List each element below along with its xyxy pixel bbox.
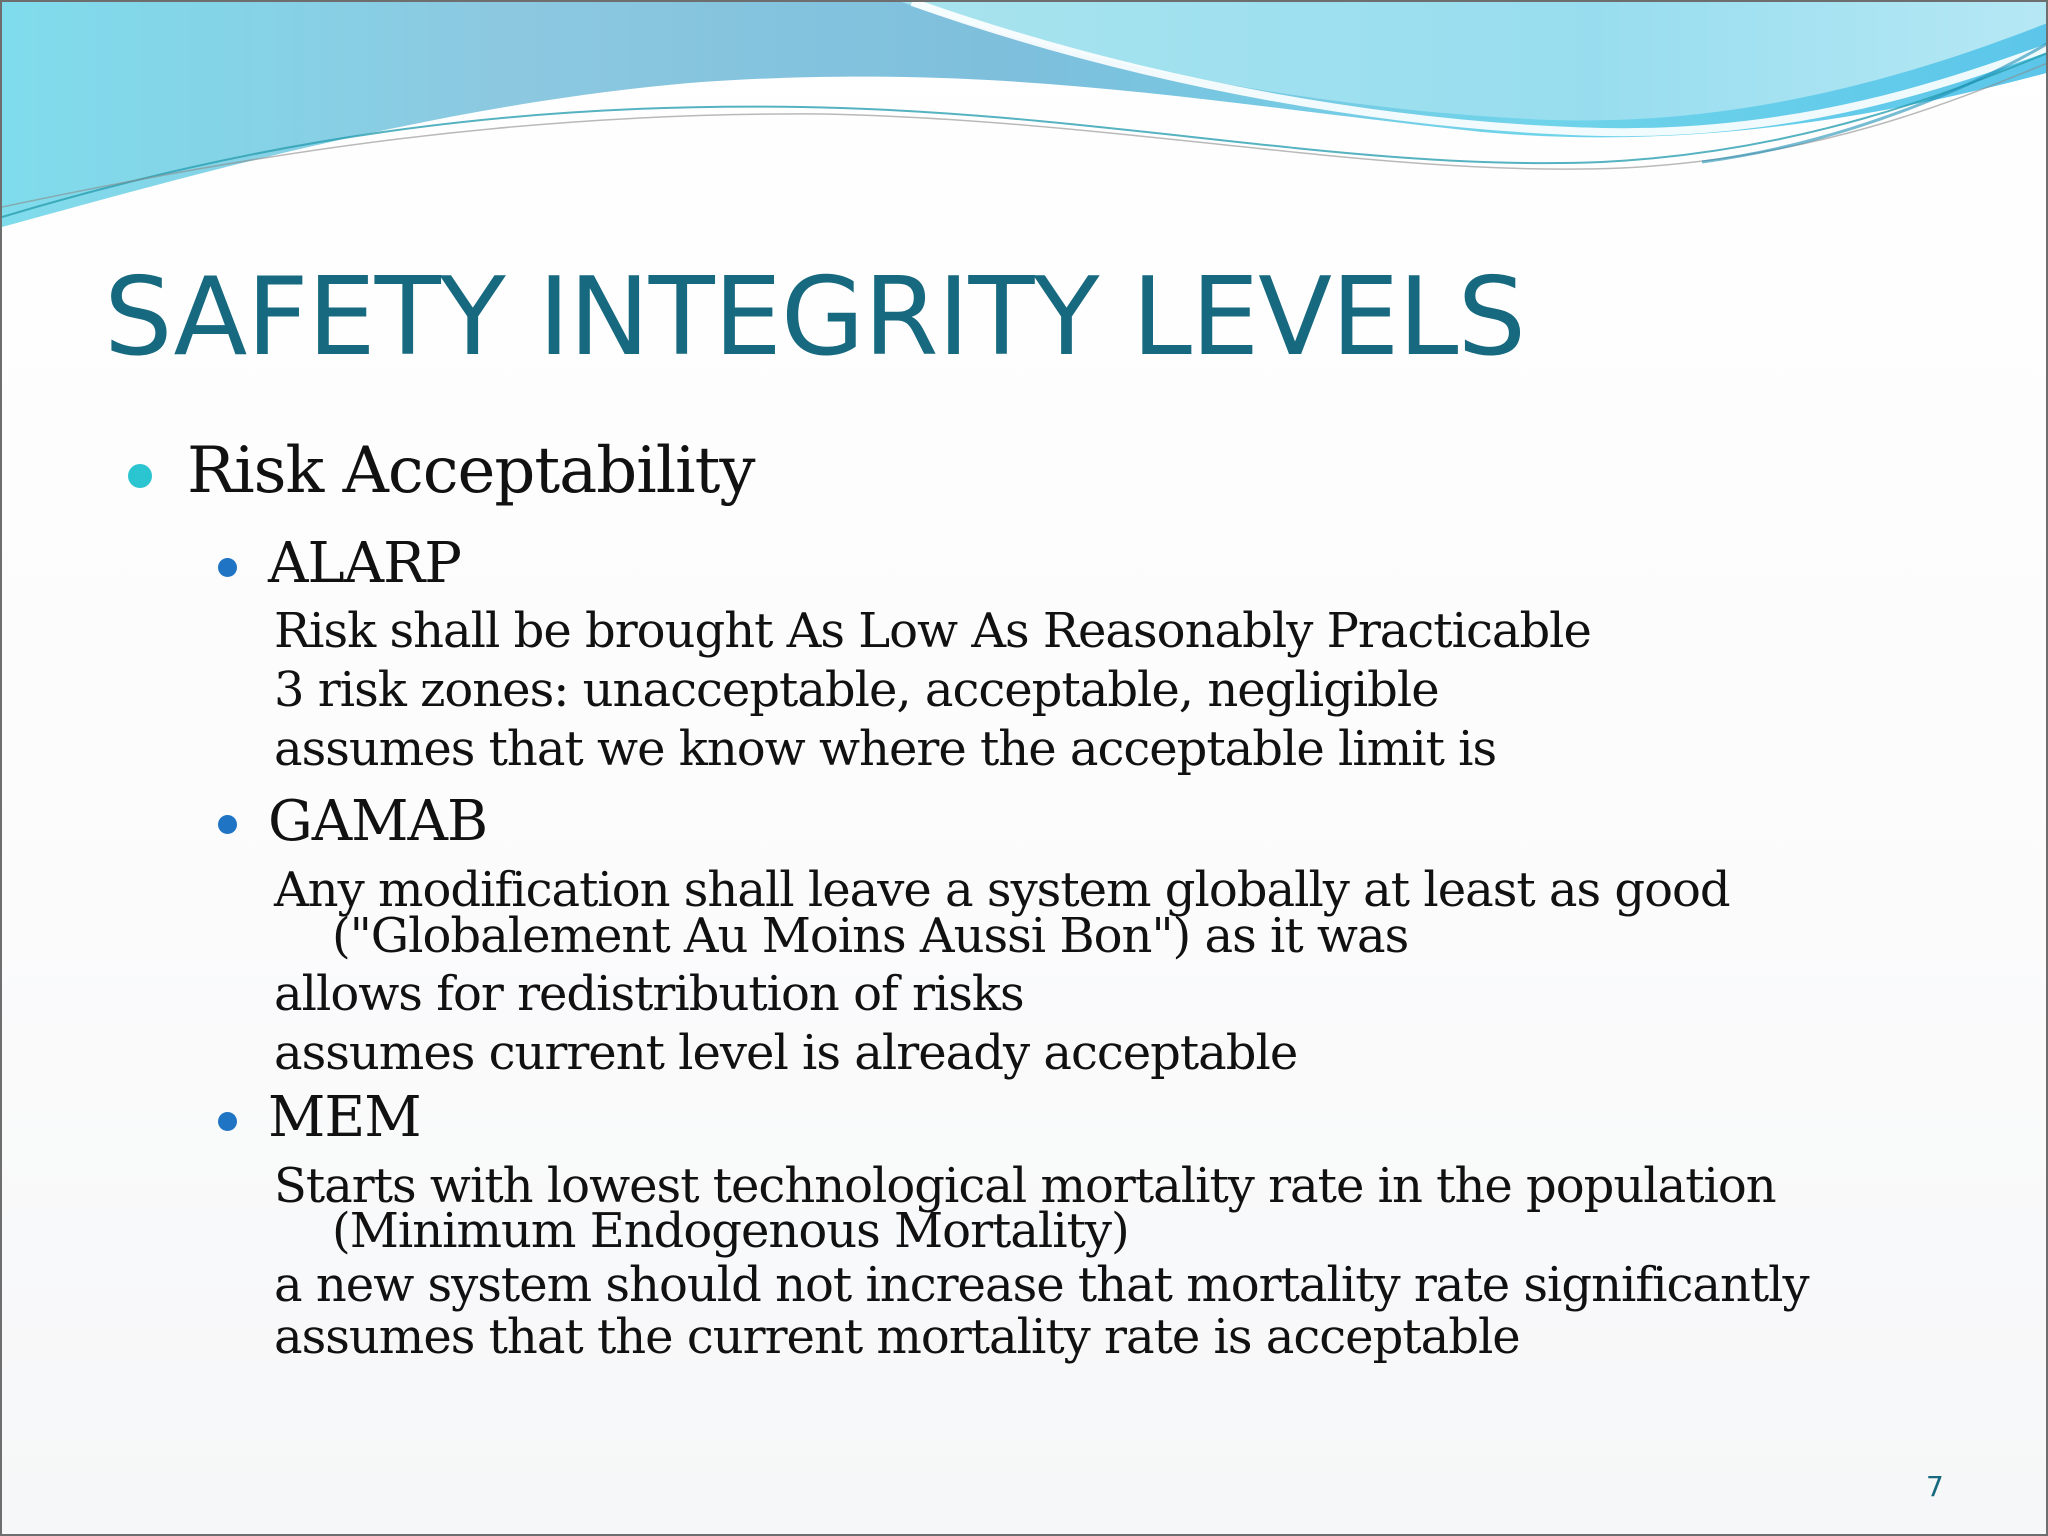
bullet-dot-mem — [218, 1112, 237, 1131]
label-alarp: ALARP — [268, 531, 461, 596]
gamab-line-1: Any modification shall leave a system globally at least as good — [274, 862, 1730, 918]
heading-risk-acceptability: Risk Acceptability — [187, 434, 755, 508]
bullet-dot-alarp — [218, 558, 237, 577]
bullet-dot-gamab — [218, 815, 237, 834]
alarp-line-3: assumes that we know where the acceptable limit is — [274, 721, 1497, 777]
mem-line-1: Starts with lowest technological mortality rate in the population — [274, 1158, 1776, 1214]
slide-number: 7 — [1926, 1470, 1944, 1503]
header-wave-decoration — [2, 2, 2048, 242]
mem-line-1-continued: (Minimum Endogenous Mortality) — [332, 1203, 1129, 1259]
mem-line-3: assumes that the current mortality rate is acceptable — [274, 1309, 1520, 1365]
alarp-line-2: 3 risk zones: unacceptable, acceptable, negligible — [274, 662, 1439, 718]
bullet-dot-level1 — [128, 464, 152, 488]
alarp-line-1: Risk shall be brought As Low As Reasonably Practicable — [274, 603, 1591, 659]
gamab-line-3: assumes current level is already acceptable — [274, 1025, 1298, 1081]
label-gamab: GAMAB — [268, 789, 488, 854]
slide-title: SAFETY INTEGRITY LEVELS — [104, 255, 1526, 380]
mem-line-2: a new system should not increase that mortality rate significantly — [274, 1257, 1809, 1313]
label-mem: MEM — [268, 1085, 421, 1150]
gamab-line-1-continued: ("Globalement Au Moins Aussi Bon") as it was — [332, 908, 1409, 964]
gamab-line-2: allows for redistribution of risks — [274, 966, 1024, 1022]
